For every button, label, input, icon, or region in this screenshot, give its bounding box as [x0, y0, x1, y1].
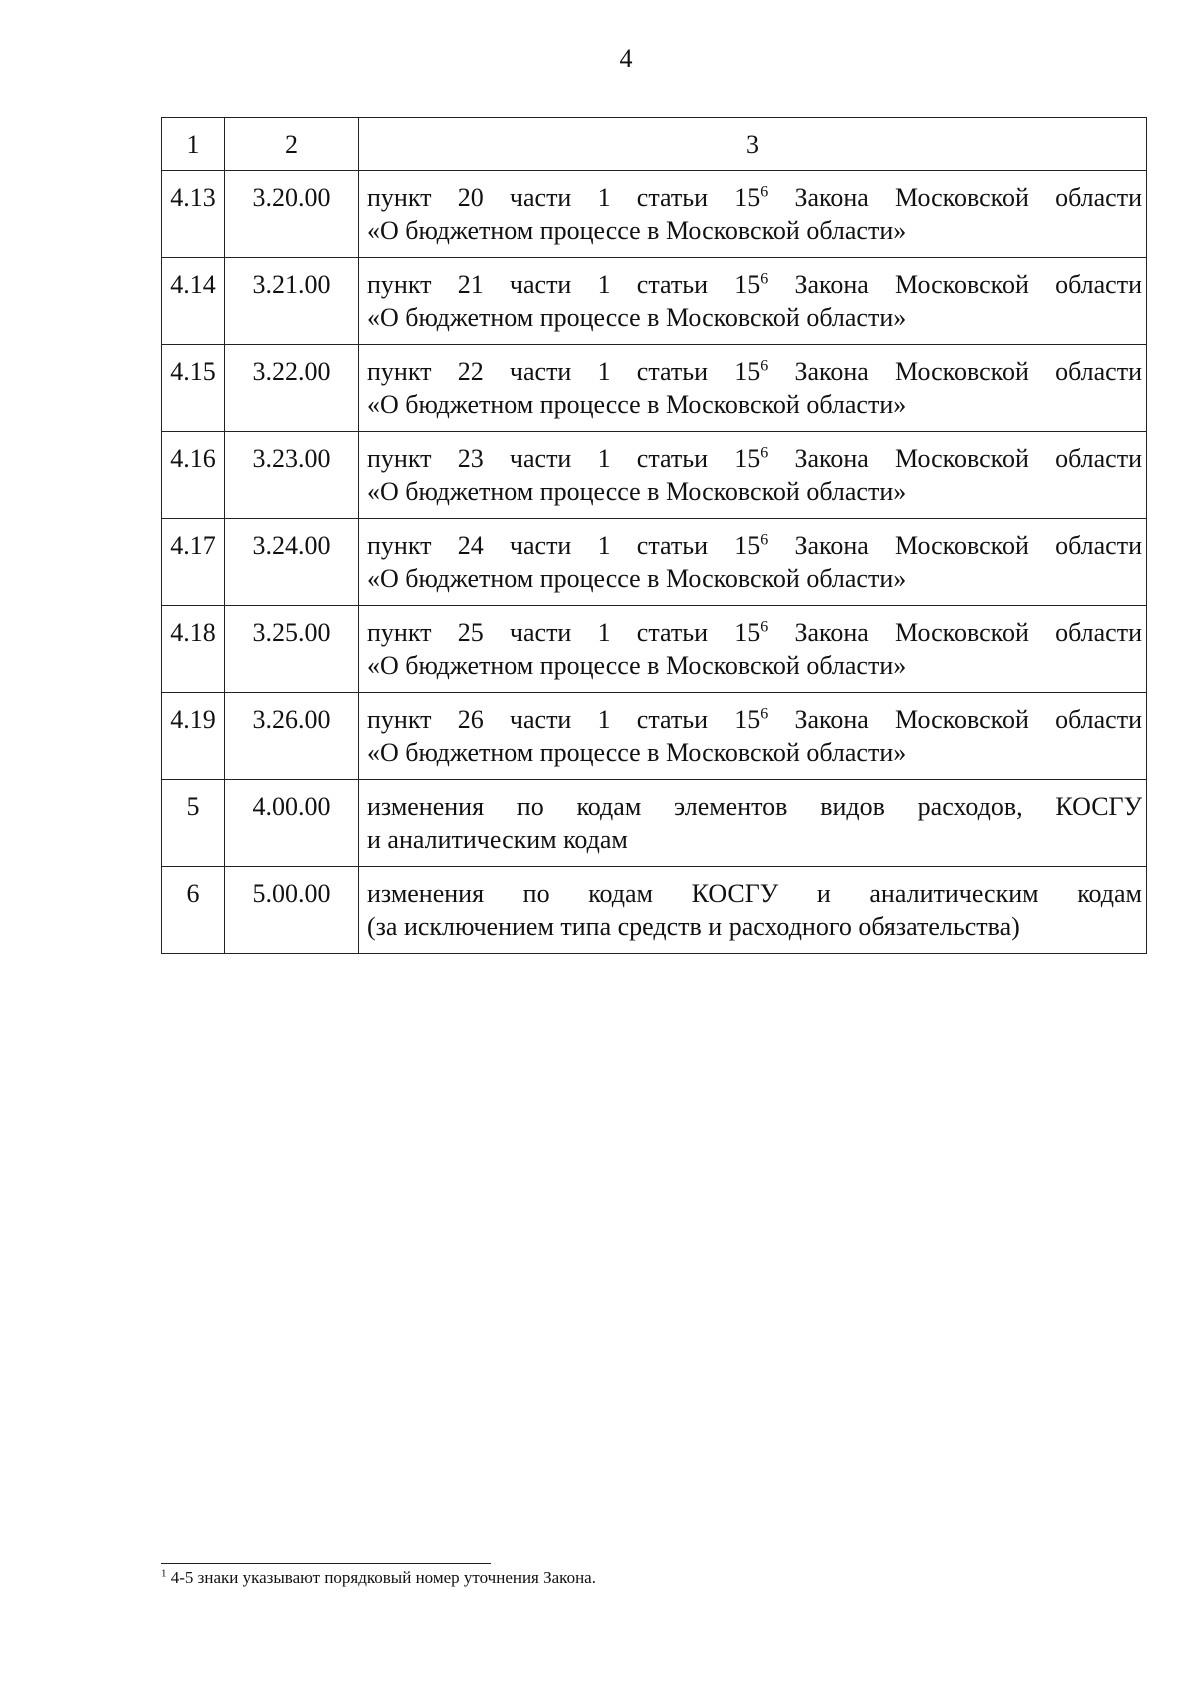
- article-superscript: 6: [760, 357, 769, 375]
- description-text: пункт 22 части 1 статьи 15: [367, 357, 761, 386]
- codes-table: [161, 117, 1147, 954]
- column-header-1: 1: [162, 118, 225, 171]
- code-cell: 5.00.00: [225, 867, 359, 954]
- description-line-2: «О бюджетном процессе в Московской области»: [367, 216, 907, 245]
- row-number-cell: 4.18: [162, 606, 225, 693]
- table-row: [162, 258, 1147, 345]
- table-row: [162, 171, 1147, 258]
- article-superscript: 6: [760, 444, 769, 462]
- code-cell: 3.25.00: [225, 606, 359, 693]
- description-cell: [359, 432, 1147, 519]
- row-number-cell: 4.19: [162, 693, 225, 780]
- footnote-marker: 1: [161, 1567, 167, 1580]
- description-text: пункт 25 части 1 статьи 15: [367, 618, 761, 647]
- description-text-tail: Закона Московской области: [768, 183, 1142, 212]
- row-number-cell: 4.17: [162, 519, 225, 606]
- description-text-tail: Закона Московской области: [768, 531, 1142, 560]
- table-header-row: [162, 118, 1147, 171]
- column-header-2: 2: [225, 118, 359, 171]
- code-cell: 3.23.00: [225, 432, 359, 519]
- table-row: [162, 780, 1147, 867]
- row-number-cell: 4.14: [162, 258, 225, 345]
- description-line-1: [367, 355, 1142, 388]
- description-line-2: «О бюджетном процессе в Московской области»: [367, 303, 907, 332]
- description-text: изменения по кодам элементов видов расходов, КОСГУ: [367, 792, 1142, 821]
- description-cell: [359, 693, 1147, 780]
- description-cell: [359, 345, 1147, 432]
- description-text-tail: Закона Московской области: [768, 705, 1142, 734]
- table-row: [162, 519, 1147, 606]
- description-line-2: «О бюджетном процессе в Московской области»: [367, 564, 907, 593]
- description-text-tail: Закона Московской области: [768, 357, 1142, 386]
- description-cell: [359, 867, 1147, 954]
- footnote-text: 4-5 знаки указывают порядковый номер уточнения Закона.: [166, 1568, 596, 1587]
- article-superscript: 6: [760, 183, 769, 201]
- column-header-3: 3: [359, 118, 1147, 171]
- code-cell: 3.20.00: [225, 171, 359, 258]
- description-text-tail: Закона Московской области: [768, 444, 1142, 473]
- description-line-1: [367, 703, 1142, 736]
- footnote-divider: [161, 1563, 491, 1564]
- description-text: изменения по кодам КОСГУ и аналитическим кодам: [367, 879, 1142, 908]
- description-line-1: [367, 181, 1142, 214]
- row-number-cell: 4.13: [162, 171, 225, 258]
- code-cell: 3.21.00: [225, 258, 359, 345]
- article-superscript: 6: [760, 705, 769, 723]
- description-text: пункт 24 части 1 статьи 15: [367, 531, 761, 560]
- code-cell: 3.26.00: [225, 693, 359, 780]
- description-text: пункт 23 части 1 статьи 15: [367, 444, 761, 473]
- description-line-1: [367, 442, 1142, 475]
- description-line-2: и аналитическим кодам: [367, 825, 628, 854]
- description-text: пункт 26 части 1 статьи 15: [367, 705, 761, 734]
- description-text: пункт 21 части 1 статьи 15: [367, 270, 761, 299]
- description-text-tail: Закона Московской области: [768, 270, 1142, 299]
- article-superscript: 6: [760, 270, 769, 288]
- table-row: [162, 345, 1147, 432]
- code-cell: 4.00.00: [225, 780, 359, 867]
- description-line-2: «О бюджетном процессе в Московской области»: [367, 651, 907, 680]
- code-cell: 3.24.00: [225, 519, 359, 606]
- article-superscript: 6: [760, 618, 769, 636]
- page-number: 4: [619, 44, 633, 73]
- description-line-2: «О бюджетном процессе в Московской области»: [367, 738, 907, 767]
- description-cell: [359, 171, 1147, 258]
- description-line-1: [367, 877, 1142, 910]
- description-text: пункт 20 части 1 статьи 15: [367, 183, 761, 212]
- table-row: [162, 867, 1147, 954]
- description-line-2: «О бюджетном процессе в Московской области»: [367, 390, 907, 419]
- description-cell: [359, 780, 1147, 867]
- footnote: [161, 1567, 596, 1589]
- table-row: [162, 606, 1147, 693]
- table-body: [162, 171, 1147, 954]
- description-cell: [359, 258, 1147, 345]
- description-line-1: [367, 790, 1142, 823]
- article-superscript: 6: [760, 531, 769, 549]
- description-line-2: «О бюджетном процессе в Московской области»: [367, 477, 907, 506]
- row-number-cell: 4.16: [162, 432, 225, 519]
- description-cell: [359, 606, 1147, 693]
- description-line-1: [367, 616, 1142, 649]
- description-cell: [359, 519, 1147, 606]
- description-text-tail: Закона Московской области: [768, 618, 1142, 647]
- table-row: [162, 432, 1147, 519]
- table-row: [162, 693, 1147, 780]
- row-number-cell: 4.15: [162, 345, 225, 432]
- code-cell: 3.22.00: [225, 345, 359, 432]
- description-line-1: [367, 529, 1142, 562]
- row-number-cell: 5: [162, 780, 225, 867]
- description-line-2: (за исключением типа средств и расходного обязательства): [367, 912, 1020, 941]
- row-number-cell: 6: [162, 867, 225, 954]
- description-line-1: [367, 268, 1142, 301]
